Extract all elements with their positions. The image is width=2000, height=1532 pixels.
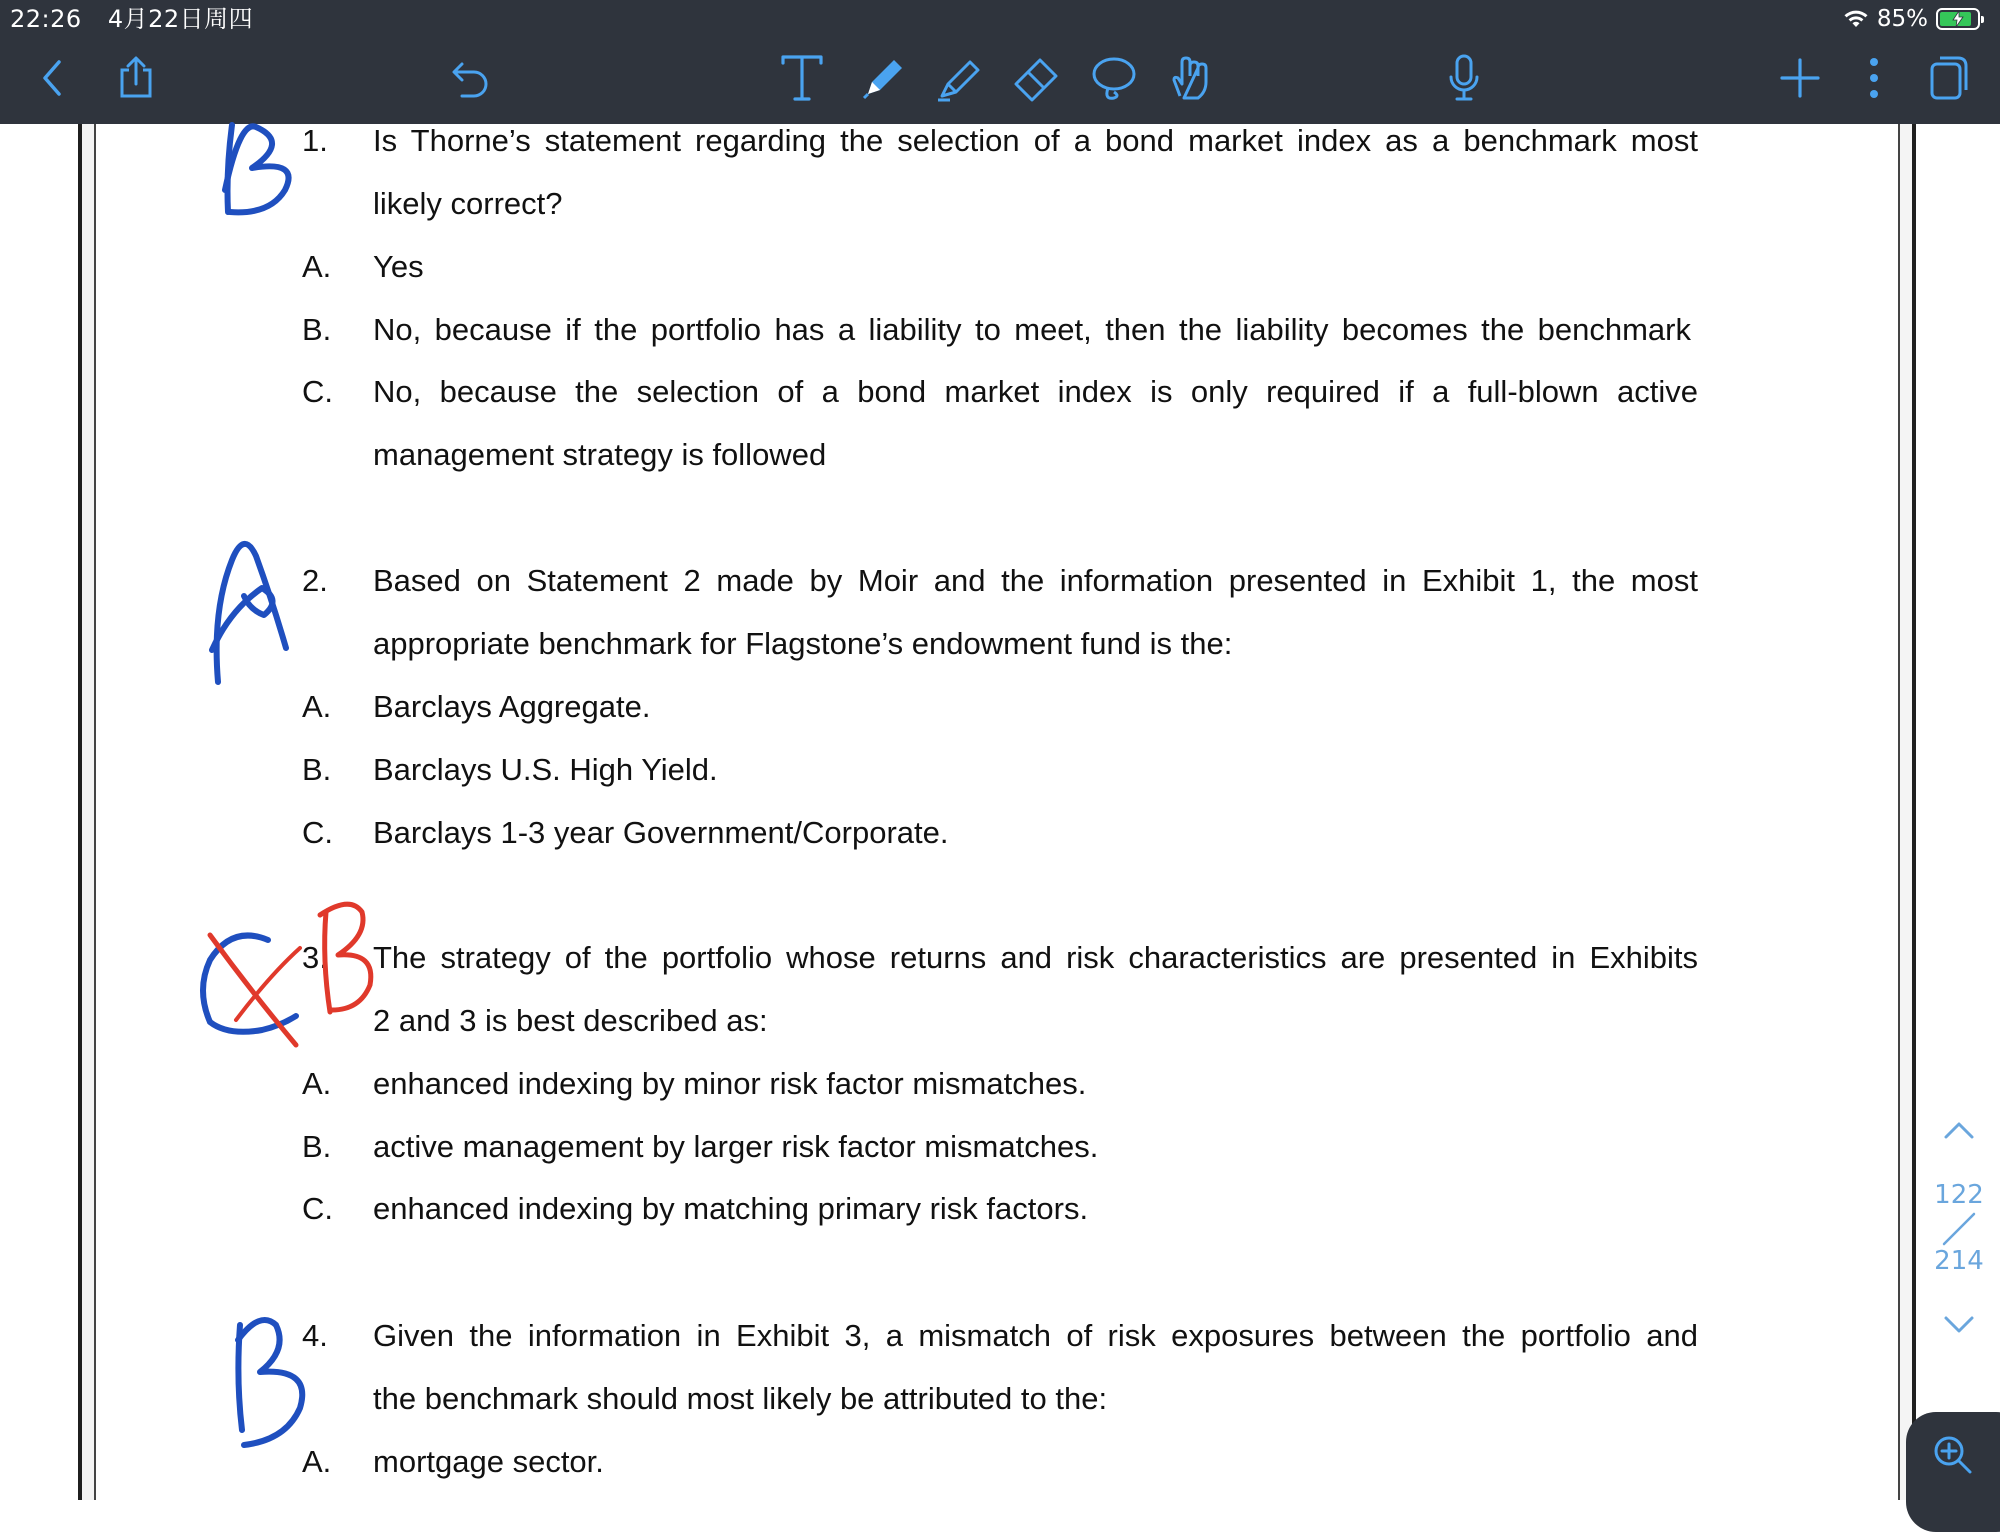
question-text-line: the benchmark should most likely be attributed to the: [373,1381,1108,1416]
option-letter: C. [302,374,333,409]
option-text: active management by larger risk factor mismatches. [373,1129,1099,1164]
clock: 22:26 [10,5,82,33]
option-letter: B. [302,1129,332,1164]
question-text-line: Based on Statement 2 made by Moir and the information presented in Exhibit 1, the most [373,563,1698,598]
question-text-line: The strategy of the portfolio whose returns and risk characteristics are presented in Exhibits [373,940,1698,975]
question-text-line: appropriate benchmark for Flagstone’s endowment fund is the: [373,626,1233,661]
chevron-down-icon[interactable] [1942,1315,1976,1335]
option-letter: A. [302,249,332,284]
current-page-number: 122 [1934,1180,1984,1210]
option-text: Barclays Aggregate. [373,689,651,724]
option-text: No, because if the portfolio has a liability to meet, then the liability becomes the benchmark [373,312,1691,347]
battery-percent: 85% [1876,6,1928,32]
option-letter: A. [302,1066,332,1101]
zoom-in-icon [1932,1434,1974,1476]
question-text-line: likely correct? [373,186,563,221]
option-letter: B. [302,312,332,347]
option-text: No, because the selection of a bond market index is only required if a full-blown active [373,374,1698,409]
option-text: management strategy is followed [373,437,827,472]
total-pages-number: 214 [1934,1246,1984,1276]
option-letter: A. [302,1444,332,1479]
option-letter: B. [302,752,332,787]
date: 4月22日周四 [107,5,254,33]
option-text: enhanced indexing by matching primary risk factors. [373,1191,1089,1226]
option-letter: C. [302,1191,333,1226]
option-text: mortgage sector. [373,1444,604,1479]
option-text: Barclays U.S. High Yield. [373,752,718,787]
question-text-line: Is Thorne’s statement regarding the selection of a bond market index as a benchmark most [373,123,1698,158]
question-number: 2. [302,563,328,598]
page-navigator [1918,1110,2000,1330]
page-divider-slash [1940,1212,1978,1246]
option-text: Yes [373,249,424,284]
question-number: 4. [302,1318,328,1353]
question-number: 1. [302,123,328,158]
option-text: enhanced indexing by minor risk factor mismatches. [373,1066,1087,1101]
question-text-line: Given the information in Exhibit 3, a mismatch of risk exposures between the portfolio and [373,1318,1698,1353]
option-text: Barclays 1-3 year Government/Corporate. [373,815,949,850]
option-letter: C. [302,815,333,850]
zoom-button[interactable] [1906,1412,2000,1532]
question-text-line: 2 and 3 is best described as: [373,1003,768,1038]
question-number: 3. [302,940,328,975]
option-letter: A. [302,689,332,724]
chevron-up-icon[interactable] [1942,1120,1976,1140]
